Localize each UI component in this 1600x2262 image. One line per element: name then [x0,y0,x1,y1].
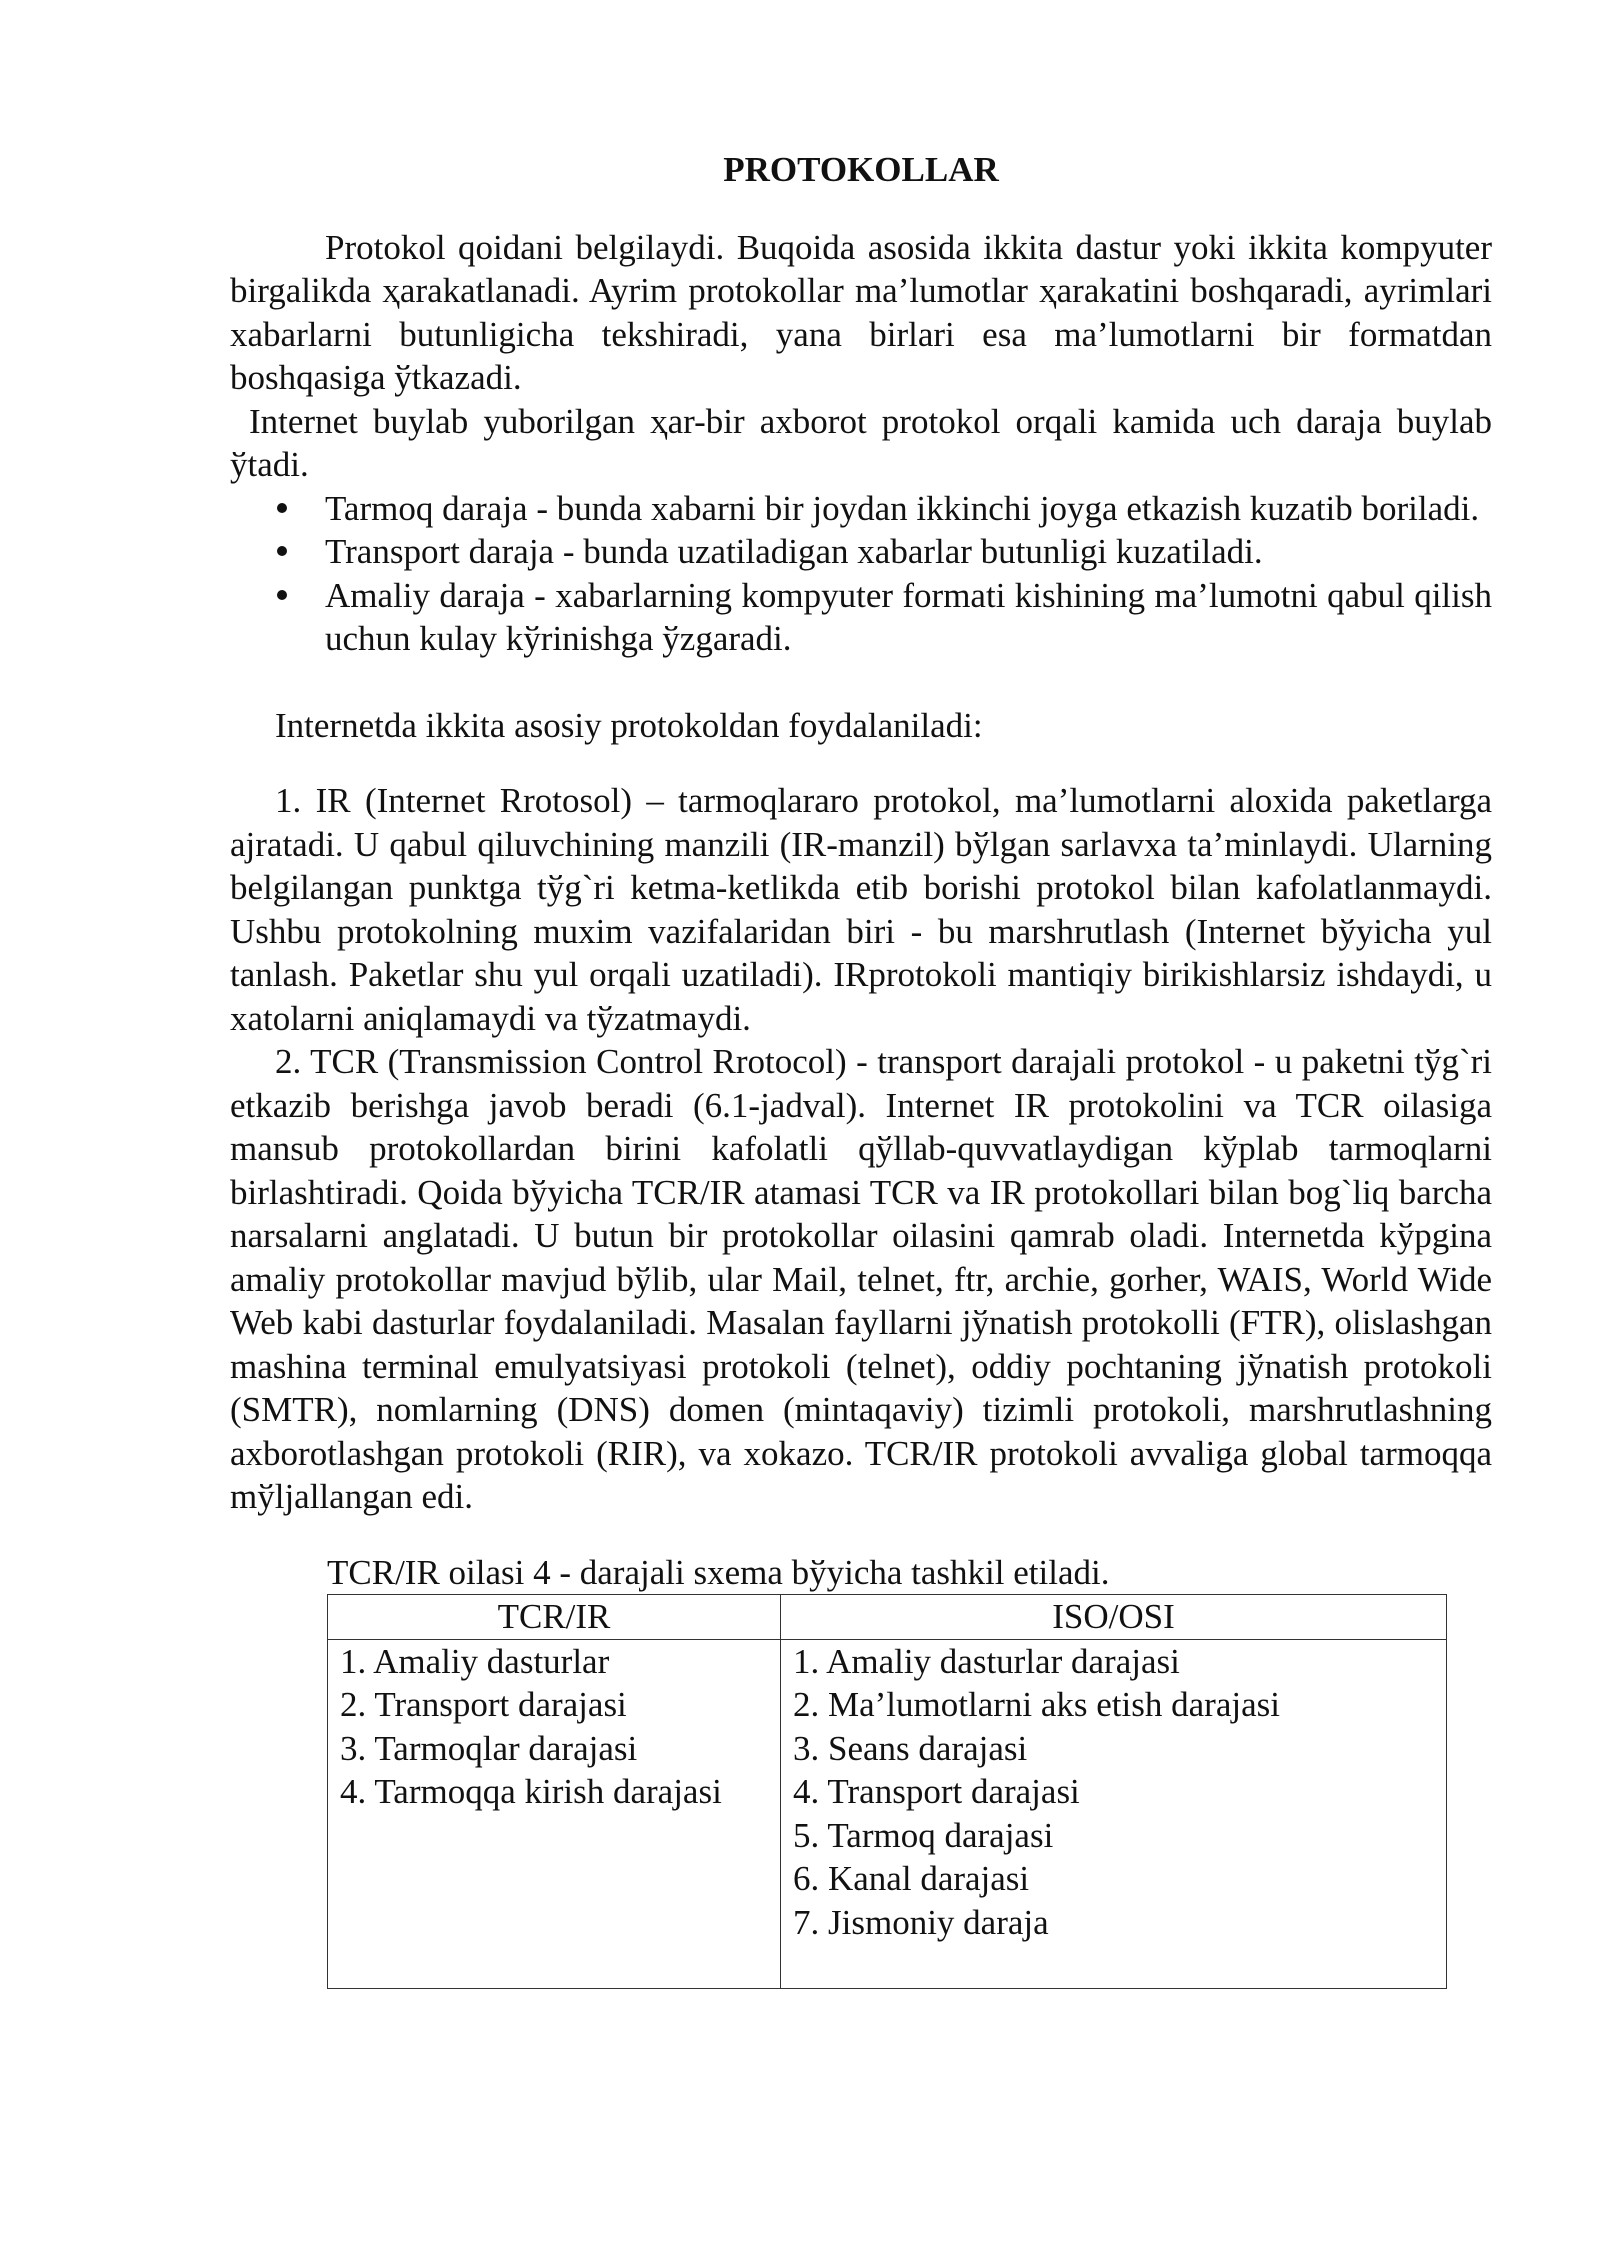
list-item: Amaliy daraja - xabarlarning kompyuter formati kishining ma’lumotni qabul qilish uchun kulay kўrinishga ўzgaradi. [325,574,1492,661]
osi-layers-cell [781,1639,1447,1988]
table-header-row [328,1595,1447,1640]
list-item: 1. Amaliy dasturlar [340,1641,610,1681]
list-item: 7. Jismoniy daraja [793,1902,1049,1942]
tcp-paragraph: 2. TCR (Transmission Control Rrotocol) - transport darajali protokol - u paketni tўg`ri etkazib berishga javob beradi (6.1-jadval). Internet IR protokolini va TCR oilasiga mansub protokollardan birini kafolatli qўllab-quvvatlaydigan kўplab tarmoqlarni birlashtiradi. Qoida bўyicha TCR/IR atamasi TCR va IR protokollari bilan bog`liq barcha narsalarni anglatadi. U butun bir protokollar oilasini qamrab oladi. Internetda kўpgina amaliy protokollar mavjud bўlib, ular Mail, telnet, ftr, archie, gorher, WAIS, World Wide Web kabi dasturlar foydalaniladi. Masalan fayllarni jўnatish protokolli (FTR), olislashgan mashina terminal emulyatsiyasi protokoli (telnet), oddiy pochtaning jўnatish protokoli (SMTR), nomlarning (DNS) domen (mintaqaviy) tizimli protokoli, marshrutlashning axborotlashgan protokoli (RIR), va xokazo. TCR/IR protokoli avvaliga global tarmoqqa mўljallangan edi. [230,1042,1492,1516]
levels-list [230,487,1492,661]
table-row [328,1639,1447,1988]
list-item: 6. Kanal darajasi [793,1859,1030,1898]
list-item: 4. Tarmoqqa kirish darajasi [340,1772,722,1811]
protocol-layers-table [327,1594,1447,1989]
tcpip-layers-cell [328,1639,781,1988]
list-item: 1. Amaliy dasturlar darajasi [793,1641,1180,1681]
header-tcpip: TCR/IR [328,1595,781,1640]
list-item: 2. Ma’lumotlarni aks etish darajasi [793,1685,1280,1724]
list-item: Tarmoq daraja - bunda xabarni bir joydan ikkinchi joyga etkazish kuzatib boriladi. [325,487,1492,531]
document-page [230,148,1492,1989]
list-item: 3. Seans darajasi [793,1728,1028,1768]
table-caption: TCR/IR oilasi 4 - darajali sxema bўyicha tashkil etiladi. [327,1552,1110,1592]
header-osi: ISO/OSI [781,1595,1447,1640]
page-title: PROTOKOLLAR [723,150,999,189]
ip-paragraph: 1. IR (Internet Rrotosol) – tarmoqlararo protokol, ma’lumotlarni aloxida paketlarga ajratadi. U qabul qiluvchining manzili (IR-manzil) bўlgan sarlavxa ta’minlaydi. Ularning belgilangan punktga tўg`ri ketma-ketlikda etib borishi protokol bilan kafolatlanmaydi. Ushbu protokolning muxim vazifalaridan biri - bu marshrutlash (Internet bўyicha yul tanlash. Paketlar shu yul orqali uzatiladi). IRprotokoli mantiqiy birikishlarsiz ishdaydi, u xatolarni aniqlamaydi va tўzatmaydi. [230,781,1492,1038]
list-item: 5. Tarmoq darajasi [793,1815,1054,1855]
list-item: Transport daraja - bunda uzatiladigan xabarlar butunligi kuzatiladi. [325,530,1492,574]
list-item: 2. Transport darajasi [340,1685,627,1724]
protocols-lead: Internetda ikkita asosiy protokoldan foydalaniladi: [275,705,983,745]
list-item: 3. Tarmoqlar darajasi [340,1728,638,1768]
intro-paragraph: Protokol qoidani belgilaydi. Buqoida asosida ikkita dastur yoki ikkita kompyuter birgalikda ҳarakatlanadi. Ayrim protokollar ma’lumotlar ҳarakatini boshqaradi, ayrimlari xabarlarni butunligicha tekshiradi, yana birlari esa ma’lumotlarni bir formatdan boshqasiga ўtkazadi. [230,227,1492,397]
list-item: 4. Transport darajasi [793,1772,1080,1811]
levels-paragraph: Internet buylab yuborilgan ҳar-bir axborot protokol orqali kamida uch daraja buylab ўtadi. [230,401,1492,484]
